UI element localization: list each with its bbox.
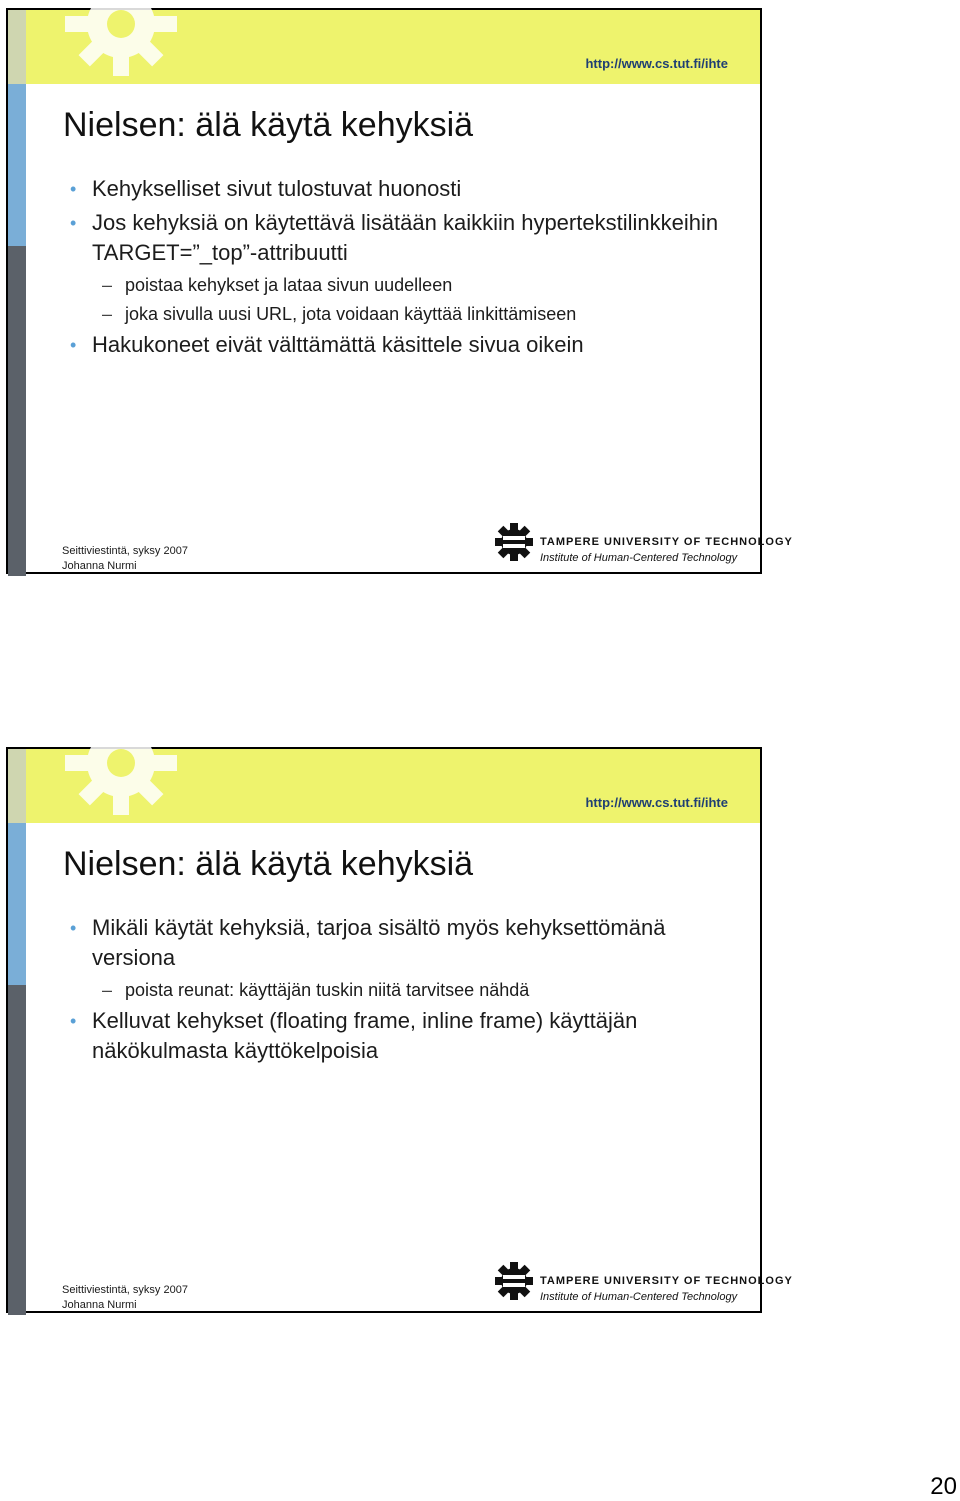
gear-watermark-icon	[46, 0, 196, 80]
tut-gear-logo-icon	[494, 522, 534, 562]
university-name: TAMPERE UNIVERSITY OF TECHNOLOGY	[540, 1275, 793, 1287]
footer-course: Seittiviestintä, syksy 2007	[62, 545, 188, 557]
university-name: TAMPERE UNIVERSITY OF TECHNOLOGY	[540, 536, 793, 548]
footer-author: Johanna Nurmi	[62, 1299, 137, 1311]
left-bar-top	[8, 749, 26, 823]
slide-url[interactable]: http://www.cs.tut.fi/ihte	[585, 56, 728, 71]
sub-bullet-item: – poistaa kehykset ja lataa sivun uudelleen	[70, 272, 750, 299]
gear-watermark-icon	[46, 723, 196, 819]
slide-footer	[62, 1283, 188, 1313]
slide-footer	[62, 544, 188, 574]
slide-url[interactable]: http://www.cs.tut.fi/ihte	[585, 795, 728, 810]
footer-author: Johanna Nurmi	[62, 560, 137, 572]
bullet-item: • Hakukoneet eivät välttämättä käsittele sivua oikein	[70, 330, 750, 360]
left-bar-blue	[8, 84, 26, 246]
bullet-item: • Kehykselliset sivut tulostuvat huonosti	[70, 174, 750, 204]
slide-title: Nielsen: älä käytä kehyksiä	[63, 845, 474, 883]
left-bar-grey	[8, 985, 26, 1315]
bullet-item: • Kelluvat kehykset (floating frame, inline frame) käyttäjän näkökulmasta käyttökelpoisia	[70, 1006, 750, 1066]
slide-title: Nielsen: älä käytä kehyksiä	[63, 106, 474, 144]
tut-gear-logo-icon	[494, 1261, 534, 1301]
left-bar-blue	[8, 823, 26, 985]
page-number: 20	[930, 1473, 957, 1500]
institute-name: Institute of Human-Centered Technology	[540, 552, 738, 564]
left-bar-top	[8, 10, 26, 84]
footer-course: Seittiviestintä, syksy 2007	[62, 1284, 188, 1296]
bullet-item: • Mikäli käytät kehyksiä, tarjoa sisältö myös kehyksettömänä versiona	[70, 913, 750, 973]
sub-bullet-item: – poista reunat: käyttäjän tuskin niitä tarvitsee nähdä	[70, 977, 750, 1004]
slide-content	[70, 174, 750, 364]
institute-name: Institute of Human-Centered Technology	[540, 1291, 738, 1303]
slide-content	[70, 913, 750, 1070]
bullet-item: • Jos kehyksiä on käytettävä lisätään kaikkiin hypertekstilinkkeihin TARGET=”_top”-attribuutti	[70, 208, 750, 268]
sub-bullet-item: – joka sivulla uusi URL, jota voidaan käyttää linkittämiseen	[70, 301, 750, 328]
left-bar-grey	[8, 246, 26, 576]
slide-1	[6, 8, 793, 574]
slide-2	[6, 747, 793, 1313]
